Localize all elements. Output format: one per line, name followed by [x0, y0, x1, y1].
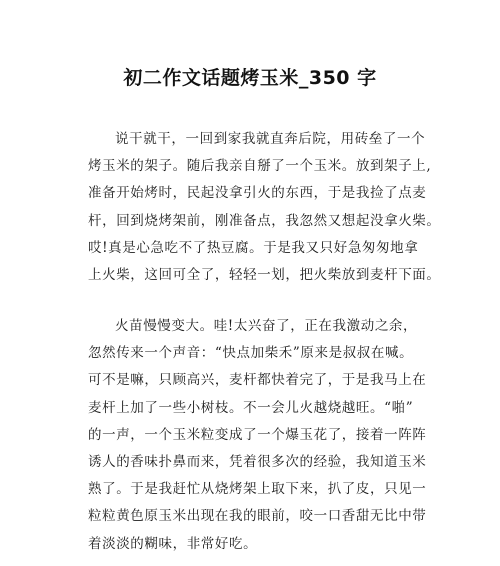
text-line: 麦杆上加了一些小树枝。不一会儿火越烧越旺。“啪”: [88, 399, 414, 416]
text-line: 上火柴，这回可全了，轻轻一划，把火柴放到麦杆下面。: [88, 266, 441, 283]
text-line: 杆，回到烧烤架前，刚准备点，我忽然又想起没拿火柴。: [88, 212, 441, 229]
text-line: 哎!真是心急吃不了热豆腐。于是我又只好急匆匆地拿: [88, 239, 419, 256]
text-line: 说干就干，一回到家我就直奔后院，用砖垒了一个: [115, 131, 426, 147]
text-line: 的一声，一个玉米粒变成了一个爆玉花了，接着一阵阵: [88, 426, 427, 443]
text-line: 忽然传来一个声音：“快点加柴禾”原来是叔叔在喊。: [88, 345, 414, 362]
text-line: 烤玉米的架子。随后我亲自掰了一个玉米。放到架子上,: [88, 158, 432, 175]
text-line: 粒粒黄色原玉米出现在我的眼前，咬一口香甜无比中带: [88, 508, 427, 525]
text-line: 火苗慢慢变大。哇!太兴奋了，正在我激动之余，: [115, 318, 418, 334]
text-line: 诱人的香味扑鼻而来，凭着很多次的经验，我知道玉米: [88, 453, 427, 470]
paragraph-1: [88, 126, 441, 289]
text-line: 着淡淡的糊味，非常好吃。: [88, 535, 258, 552]
text-line: 准备开始烤时，民起没拿引火的东西，于是我捡了点麦: [88, 185, 427, 202]
text-line: 熟了。于是我赶忙从烧烤架上取下来，扒了皮，只见一: [88, 481, 427, 498]
text-line: 可不是嘛，只顾高兴，麦杆都快着完了，于是我马上在: [88, 372, 427, 389]
paragraph-2: [88, 313, 428, 558]
document-title: 初二作文话题烤玉米_350 字: [123, 67, 377, 89]
